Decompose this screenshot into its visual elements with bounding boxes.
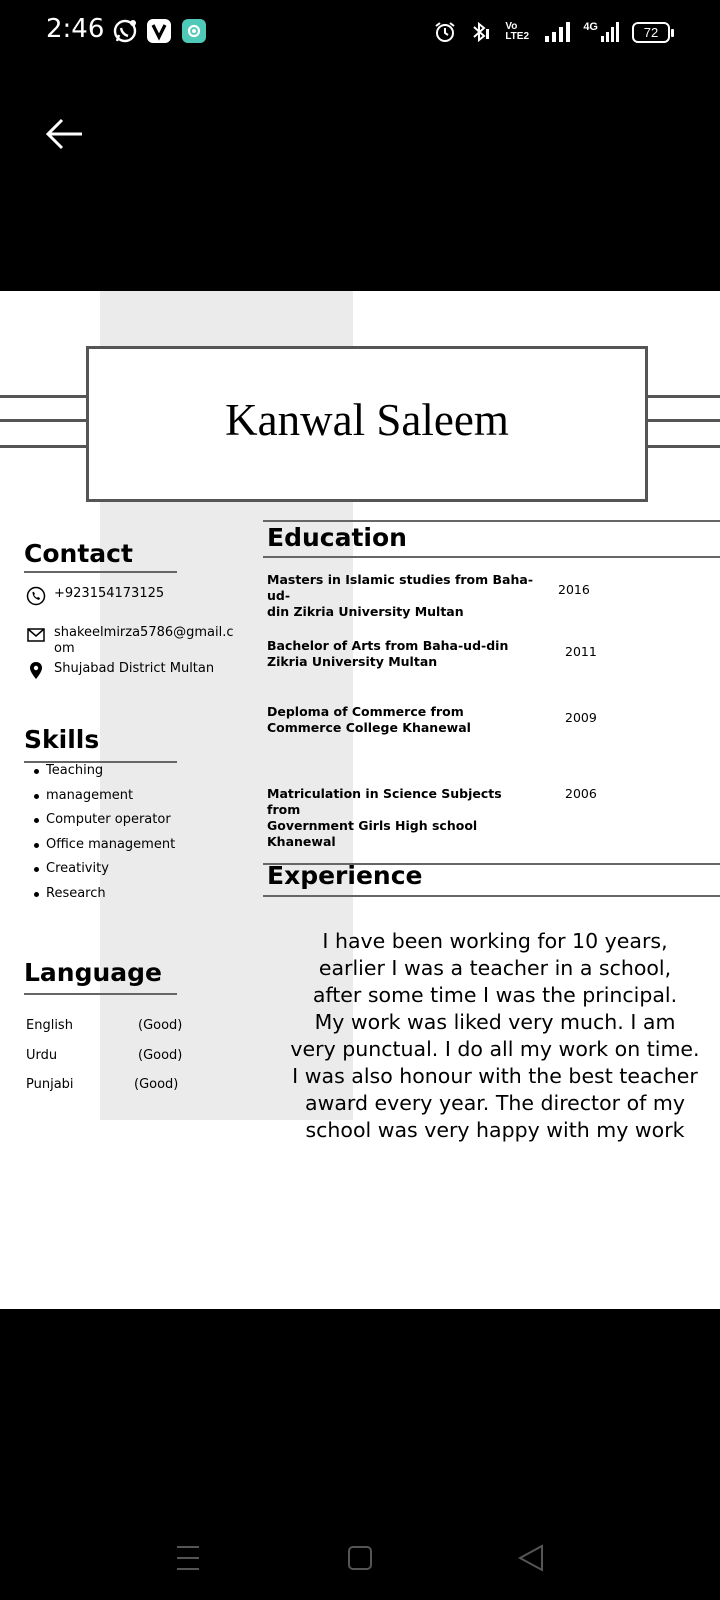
whatsapp-icon <box>112 18 138 44</box>
skill-item: Computer operator <box>46 812 175 837</box>
4g-signal-icon <box>600 20 620 44</box>
language-name: English <box>26 1018 73 1033</box>
email-line-2: om <box>54 641 75 656</box>
volte-icon: Vo LTE2 <box>505 21 530 42</box>
phone-icon <box>26 586 46 606</box>
education-degree: Matriculation in Science Subjects from <box>267 786 502 817</box>
contact-phone <box>26 586 164 606</box>
experience-line: My work was liked very much. I am <box>314 1010 676 1034</box>
education-degree: Bachelor of Arts from Baha-ud-din <box>267 638 509 653</box>
bluetooth-icon <box>469 20 493 44</box>
recent-apps-button[interactable] <box>168 1538 208 1578</box>
experience-line: I have been working for 10 years, <box>322 929 668 953</box>
education-institution: Commerce College Khanewal <box>267 720 471 735</box>
status-bar <box>0 0 720 64</box>
skill-item: Creativity <box>46 861 175 886</box>
education-location: Khanewal <box>267 834 336 849</box>
skill-item: Research <box>46 886 175 911</box>
4g-signal-group <box>583 20 620 44</box>
language-row <box>26 1018 186 1033</box>
experience-line: earlier I was a teacher in a school, <box>318 956 672 980</box>
experience-line: very punctual. I do all my work on time. <box>290 1037 700 1061</box>
language-underline <box>24 993 177 995</box>
skills-title: Skills <box>24 725 100 754</box>
language-title: Language <box>24 958 163 987</box>
language-level: (Good) <box>138 1048 183 1063</box>
experience-text <box>290 928 700 1144</box>
education-degree: Deploma of Commerce from <box>267 704 464 719</box>
language-row <box>26 1048 186 1063</box>
language-name: Urdu <box>26 1048 58 1063</box>
education-year: 2006 <box>565 786 597 801</box>
status-time: 2:46 <box>46 14 105 44</box>
skill-item: Office management <box>46 837 175 862</box>
education-item <box>267 704 537 736</box>
back-button[interactable] <box>40 112 88 156</box>
resume-document[interactable] <box>0 291 720 1309</box>
status-indicators <box>433 18 670 46</box>
system-back-button[interactable] <box>512 1538 552 1578</box>
alarm-icon <box>433 20 457 44</box>
experience-line: I was also honour with the best teacher <box>292 1064 698 1088</box>
experience-line: award every year. The director of my <box>305 1091 685 1115</box>
contact-address <box>26 661 214 681</box>
vidmate-icon <box>146 18 172 44</box>
education-item <box>267 572 537 620</box>
education-item <box>267 638 537 670</box>
education-year: 2016 <box>558 582 590 597</box>
network-type-label: 4G <box>583 21 598 33</box>
experience-underline <box>263 895 720 897</box>
home-button[interactable] <box>340 1538 380 1578</box>
language-level: (Good) <box>138 1018 183 1033</box>
language-row <box>26 1077 186 1092</box>
contact-underline <box>24 571 177 573</box>
menu-icon <box>168 1538 208 1578</box>
signal-icon <box>543 20 571 44</box>
education-institution: Zikria University Multan <box>267 654 438 669</box>
name-box <box>86 346 648 502</box>
location-pin-icon <box>26 661 46 681</box>
arrow-left-icon <box>40 112 88 156</box>
education-institution: din Zikria University Multan <box>267 604 464 619</box>
contact-title: Contact <box>24 539 133 568</box>
skill-item: management <box>46 788 175 813</box>
experience-line: after some time I was the principal. <box>312 983 678 1007</box>
experience-line: school was very happy with my work <box>305 1118 685 1142</box>
education-degree: Masters in Islamic studies from Baha-ud- <box>267 572 534 603</box>
education-title: Education <box>267 523 407 552</box>
language-level: (Good) <box>134 1077 179 1092</box>
resume-name: Kanwal Saleem <box>225 395 509 445</box>
battery-level: 72 <box>643 24 659 40</box>
education-underline <box>263 556 720 558</box>
back-triangle-icon <box>512 1538 552 1578</box>
email-line-1: shakeelmirza5786@gmail.c <box>54 625 234 640</box>
address-text: Shujabad District Multan <box>54 661 215 676</box>
education-institution: Government Girls High school <box>267 818 478 833</box>
app-notification-icon <box>181 18 207 44</box>
experience-title: Experience <box>267 861 423 890</box>
skill-item: Teaching <box>46 763 175 788</box>
education-item <box>267 786 537 850</box>
education-year: 2011 <box>565 644 597 659</box>
education-year: 2009 <box>565 710 597 725</box>
battery-indicator <box>632 22 670 43</box>
phone-text: +923154173125 <box>54 586 165 601</box>
home-icon <box>340 1538 380 1578</box>
mail-icon <box>26 625 46 645</box>
contact-email <box>26 625 234 657</box>
language-name: Punjabi <box>26 1077 74 1092</box>
skills-list <box>46 763 175 910</box>
education-top-rule <box>263 520 720 522</box>
system-navigation-bar <box>0 1520 720 1600</box>
